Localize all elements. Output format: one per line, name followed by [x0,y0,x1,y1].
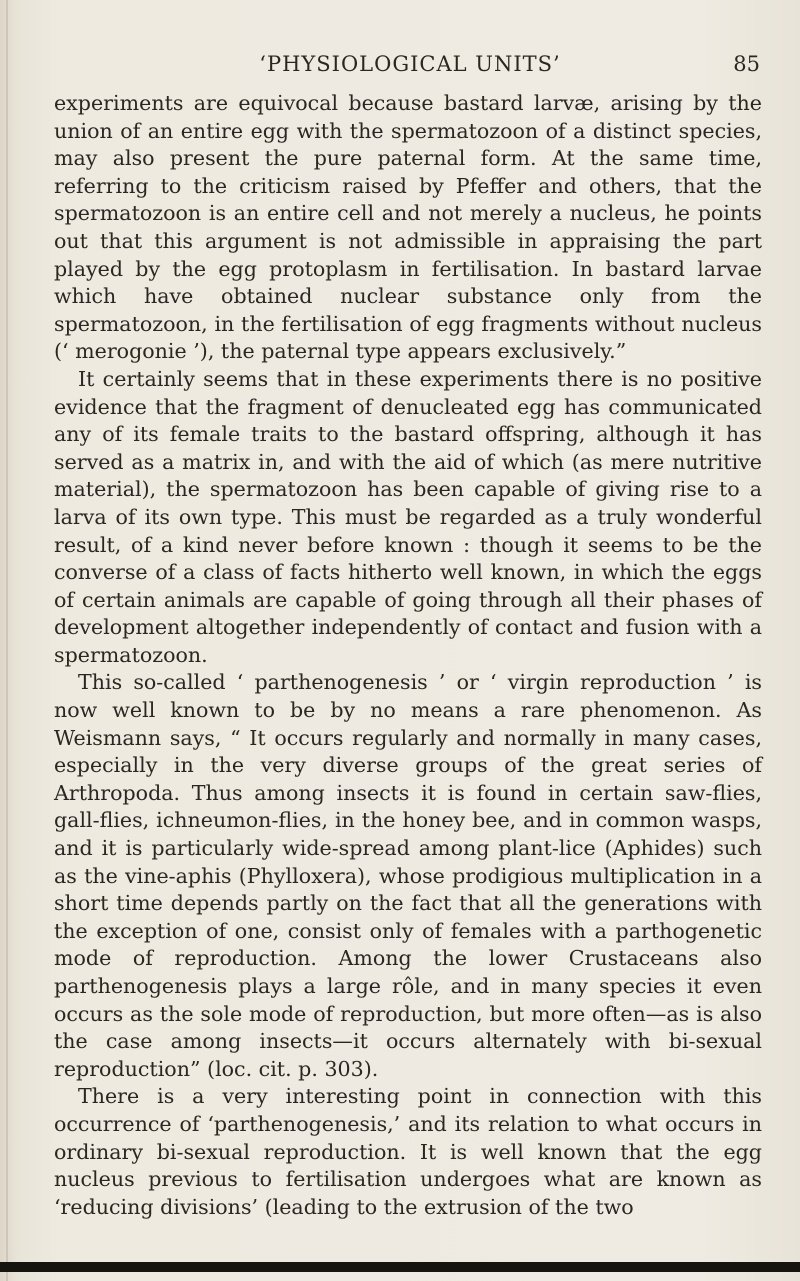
paragraph-1: experiments are equivocal because bastard larvæ, arising by the union of an entire egg with the spermatozoon of a distinct species, may also present the pure paternal form. At the same time, referring to the criticism raised by Pfeffer and others, that the spermatozoon is an entire cell and not merely a nucleus, he points out that this argument is not admissible in appraising the part played by the egg protoplasm in fertilisation. In bastard larvae which have obtained nuclear substance only from the spermatozoon, in the fertilisation of egg fragments without nucleus (‘ merogonie ’), the paternal type appears exclusively.” [54,91,762,364]
bottom-edge-shadow [0,1262,800,1272]
paragraph-4: There is a very interesting point in connection with this occurrence of ‘parthenogenesis,’ and its relation to what occurs in ordinary bi-sexual reproduction. It is well known that the egg nucleus previous to fertilisation undergoes what are known as ‘reducing divisions’ (leading to the extrusion of the two [54,1084,762,1219]
page-gutter-edge [6,0,8,1281]
body-text [54,90,762,1221]
paragraph-2: It certainly seems that in these experiments there is no positive evidence that the fragment of denucleated egg has communicated any of its female traits to the bastard offspring, although it has served as a matrix in, and with the aid of which (as mere nutritive material), the spermatozoon has been capable of giving rise to a larva of its own type. This must be regarded as a truly wonderful result, of a kind never before known : though it seems to be the converse of a class of facts hitherto well known, in which the eggs of certain animals are capable of going through all their phases of development altogether independently of contact and fusion with a spermatozoon. [54,366,762,667]
page-header [60,52,760,82]
page-number: 85 [733,52,760,76]
running-title: ‘PHYSIOLOGICAL UNITS’ [259,52,561,76]
paragraph-3: This so-called ‘ parthenogenesis ’ or ‘ virgin reproduction ’ is now well known to be by no means a rare phenomenon. As Weismann says, “ It occurs regularly and normally in many cases, especially in the very diverse groups of the great series of Arthropoda. Thus among insects it is found in certain saw-flies, gall-flies, ichneumon-flies, in the honey bee, and in common wasps, and it is particularly wide-spread among plant-lice (Aphides) such as the vine-aphis (Phylloxera), whose prodigious multiplication in a short time depends partly on the fact that all the generations with the exception of one, consist only of females with a parthogenetic mode of reproduction. Among the lower Crustaceans also parthenogenesis plays a large rôle, and in many species it even occurs as the sole mode of reproduction, but more often—as is also the case among insects—it occurs alternately with bi-sexual reproduction” (loc. cit. p. 303). [54,670,762,1081]
